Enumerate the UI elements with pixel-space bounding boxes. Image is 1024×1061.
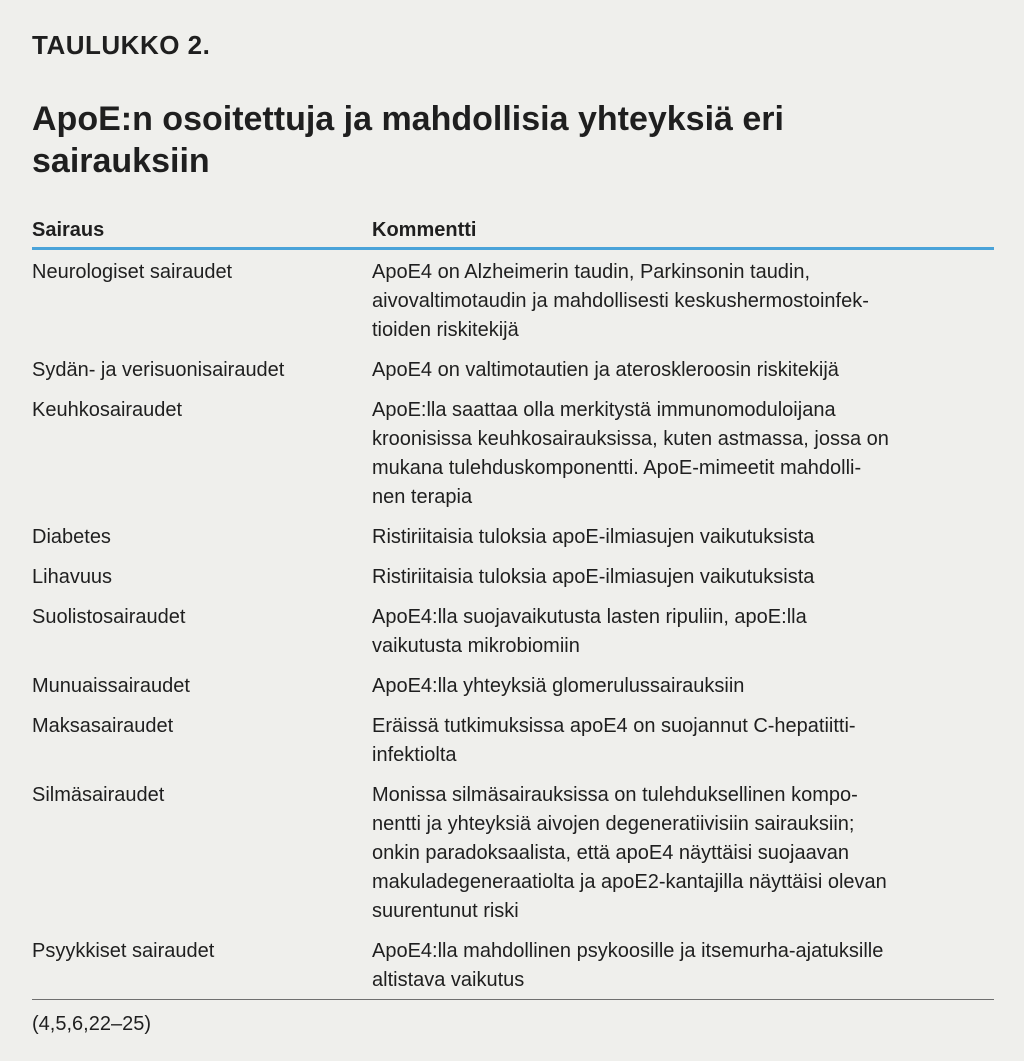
table-row [32,672,994,701]
table-row [32,258,994,345]
table-label: TAULUKKO 2. [32,30,211,60]
disease-cell: Diabetes [32,526,111,548]
comment-cell: ApoE4:lla mahdollinen psykoosille ja itsemurha-ajatuksille altistava vaikutus [372,940,884,991]
table-row [32,937,994,995]
table-bottom-rule [32,999,994,1000]
table-row [32,523,994,552]
comment-cell: Ristiriitaisia tuloksia apoE-ilmiasujen vaikutuksista [372,526,815,548]
disease-cell: Suolistosairaudet [32,606,186,628]
comment-cell: Ristiriitaisia tuloksia apoE-ilmiasujen vaikutuksista [372,566,815,588]
table-row [32,356,994,385]
comment-cell: ApoE:lla saattaa olla merkitystä immunomoduloijana kroonisissa keuhkosairauksissa, kuten astmassa, jossa on mukana tulehduskomponentti. ApoE-mimeetit mahdolli- nen terapia [372,399,889,508]
header-disease: Sairaus [32,219,105,241]
disease-cell: Neurologiset sairaudet [32,261,233,283]
disease-cell: Sydän- ja verisuonisairaudet [32,359,285,381]
header-comment: Kommentti [372,219,477,241]
comment-cell: ApoE4:lla suojavaikutusta lasten ripuliin, apoE:lla vaikutusta mikrobiomiin [372,606,807,657]
comment-cell: ApoE4:lla yhteyksiä glomerulussairauksiin [372,675,745,697]
table-row [32,781,994,926]
disease-cell: Silmäsairaudet [32,784,165,806]
table-row [32,712,994,770]
comment-cell: ApoE4 on valtimotautien ja ateroskleroosin riskitekijä [372,359,839,381]
table-header-row [32,216,994,250]
disease-cell: Psyykkiset sairaudet [32,940,215,962]
disease-cell: Lihavuus [32,566,113,588]
table-row [32,563,994,592]
disease-cell: Keuhkosairaudet [32,399,183,421]
disease-cell: Maksasairaudet [32,715,174,737]
comment-cell: Eräissä tutkimuksissa apoE4 on suojannut C-hepatiitti- infektiolta [372,715,856,766]
comment-cell: Monissa silmäsairauksissa on tulehduksellinen kompo- nentti ja yhteyksiä aivojen degeneratiivisiin sairauksiin; onkin paradoksaalista, että apoE4 näyttäisi suojaavan makuladegeneraatiolta ja apoE2-kantajilla näyttäisi olevan suurentunut riski [372,784,887,922]
apoe-table [32,216,994,1006]
table-row [32,603,994,661]
comment-cell: ApoE4 on Alzheimerin taudin, Parkinsonin taudin, aivovaltimotaudin ja mahdollisesti keskushermostoinfek- tioiden riskitekijä [372,261,869,341]
table-title: ApoE:n osoitettuja ja mahdollisia yhteyksiä eri sairauksiin [32,100,784,180]
table-body [32,250,994,995]
disease-cell: Munuaissairaudet [32,675,190,697]
table-row [32,396,994,512]
reference-list: (4,5,6,22–25) [32,1013,151,1035]
